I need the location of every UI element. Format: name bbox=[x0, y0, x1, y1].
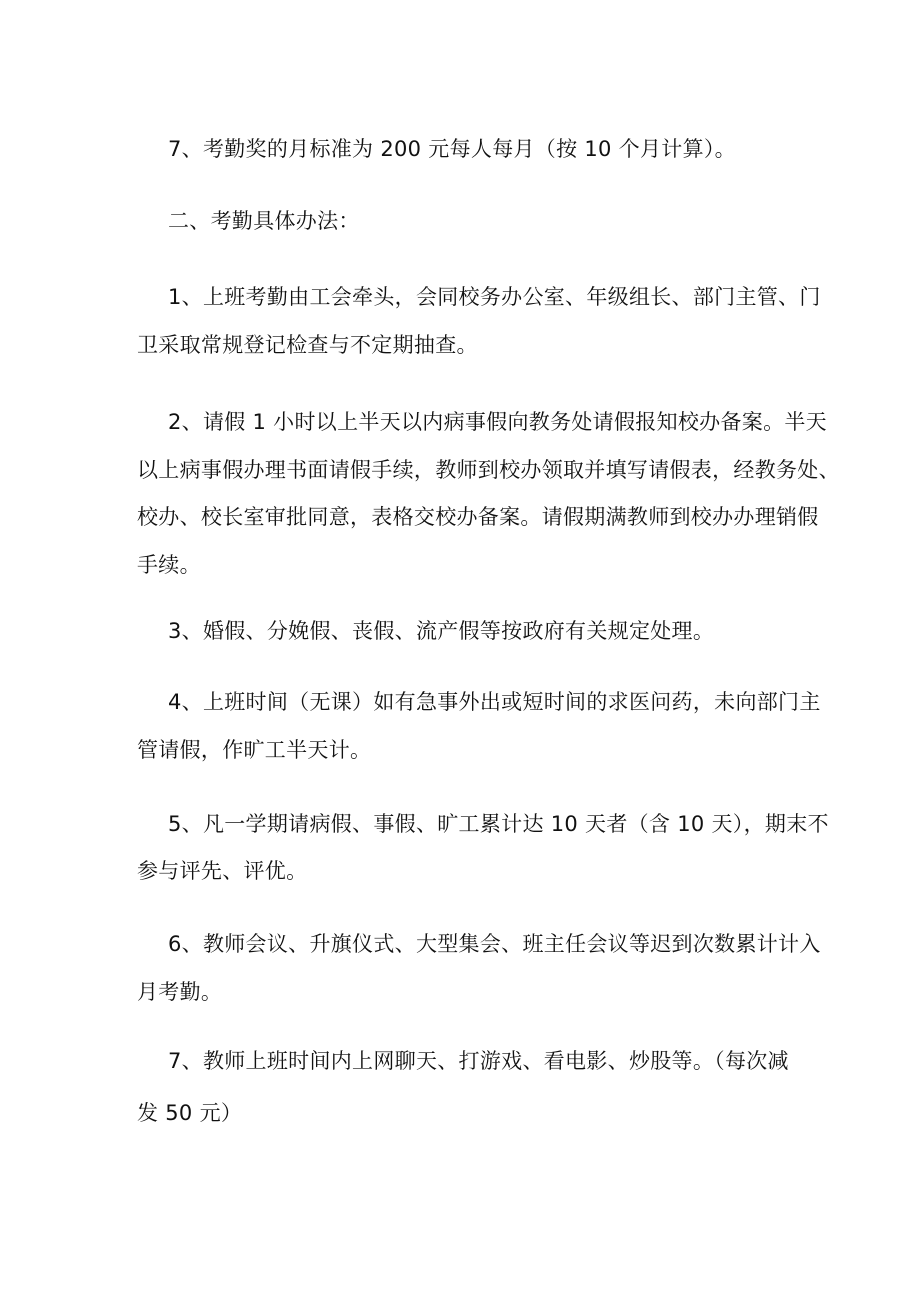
section-heading: 二、考勤具体办法： bbox=[168, 209, 360, 233]
paragraph-3-line-1: 1、上班考勤由工会牵头，会同校务办公室、年级组长、部门主管、门 bbox=[168, 285, 821, 309]
paragraph-8-line-2: 月考勤。 bbox=[137, 980, 223, 1004]
paragraph-9-line-1: 7、教师上班时间内上网聊天、打游戏、看电影、炒股等。（每次减 bbox=[168, 1049, 789, 1073]
paragraph-6-line-2: 管请假，作旷工半天计。 bbox=[137, 738, 372, 762]
paragraph-1-line-1: 7、考勤奖的月标准为 200 元每人每月（按 10 个月计算）。 bbox=[168, 137, 736, 161]
paragraph-7-line-2: 参与评先、评优。 bbox=[137, 859, 308, 883]
paragraph-5-line-1: 3、婚假、分娩假、丧假、流产假等按政府有关规定处理。 bbox=[168, 619, 715, 643]
paragraph-3-line-2: 卫采取常规登记检查与不定期抽查。 bbox=[137, 333, 478, 357]
paragraph-8-line-1: 6、教师会议、升旗仪式、大型集会、班主任会议等迟到次数累计计入 bbox=[168, 932, 821, 956]
paragraph-6-line-1: 4、上班时间（无课）如有急事外出或短时间的求医问药，未向部门主 bbox=[168, 690, 821, 714]
paragraph-4-line-3: 校办、校长室审批同意，表格交校办备案。请假期满教师到校办办理销假 bbox=[137, 505, 819, 529]
paragraph-4-line-1: 2、请假 1 小时以上半天以内病事假向教务处请假报知校办备案。半天 bbox=[168, 410, 827, 434]
paragraph-4-line-4: 手续。 bbox=[137, 553, 201, 577]
paragraph-4-line-2: 以上病事假办理书面请假手续，教师到校办领取并填写请假表，经教务处、 bbox=[137, 458, 840, 482]
paragraph-9-line-2: 发 50 元） bbox=[137, 1101, 243, 1125]
paragraph-7-line-1: 5、凡一学期请病假、事假、旷工累计达 10 天者（含 10 天），期末不 bbox=[168, 812, 829, 836]
